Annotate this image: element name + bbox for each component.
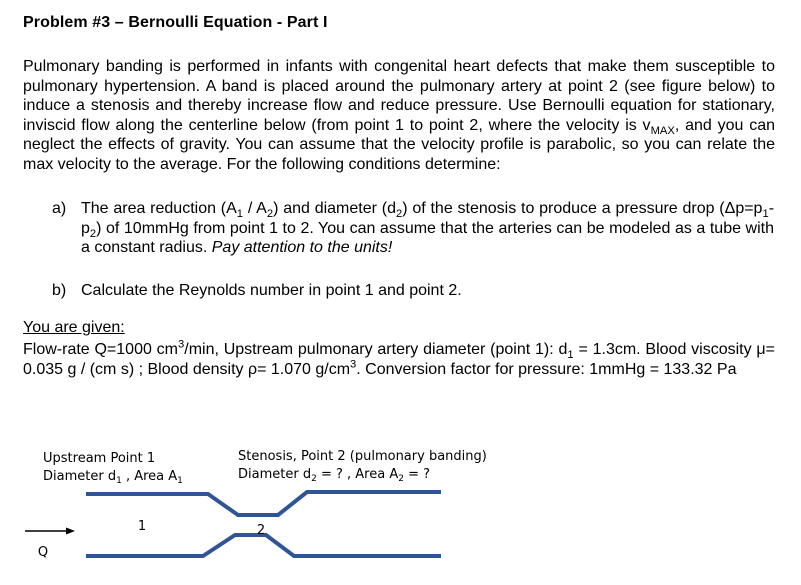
vessel-lower-wall — [86, 535, 441, 556]
point2-dimensions: Diameter $d_2$ = ? , Area $A_2$ = ? — [238, 467, 431, 484]
point1-title: Upstream Point 1 — [43, 451, 156, 466]
question-b-marker: b) — [52, 282, 67, 299]
given-paragraph: Flow-rate Q=1000 $cm^3/\min$, Upstream pulmonary artery diameter (point 1): $d_1 = 1.3cm$. Blood viscosity μ= 0.035 g / (cm s) ; Blood density ρ= 1.070 $g/cm^3$. Conversion factor for pressure: 1mmHg = 133.32 Pa — [23, 338, 775, 378]
flow-arrow-icon — [66, 528, 75, 535]
problem-title: Problem #3 – Bernoulli Equation - Part I — [23, 14, 328, 31]
vessel-upper-wall — [86, 492, 441, 515]
question-b-text: Calculate the Reynolds number in point 1 and point 2. — [81, 282, 462, 299]
question-a-marker: a) — [52, 200, 67, 217]
flow-q-label: Q — [37, 545, 49, 560]
point1-dimensions: Diameter $d_1$ , Area $A_1$ — [43, 469, 183, 486]
question-a-text: The area reduction $(A_1 / A_2)$ and diameter $(d_2)$ of the stenosis to produce a pressure drop $(\Delta p=p_1-p_2)$ of 10mmHg from point 1 to 2. You can assume that the arteries can be modeled as a tube with a constant radius. Pay attention to the units! — [81, 200, 775, 257]
intro-paragraph: Pulmonary banding is performed in infants with congenital heart defects that make them susceptible to pulmonary hypertension. A band is placed around the pulmonary artery at point 2 (see figure below) to induce a stenosis and thereby increase flow and reduce pressure. Use Bernoulli equation for stationary, inviscid flow along the centerline below (from point 1 to point 2, where the velocity is $v_{MAX}$, and you can neglect the effects of gravity. You can assume that the velocity profile is parabolic, so you can relate the max velocity to the average. For the following conditions determine: — [23, 58, 775, 173]
point2-title: Stenosis, Point 2 (pulmonary banding) — [238, 449, 487, 464]
point2-label: 2 — [256, 523, 266, 538]
given-heading: You are given: — [23, 319, 125, 336]
point1-label: 1 — [137, 519, 147, 534]
